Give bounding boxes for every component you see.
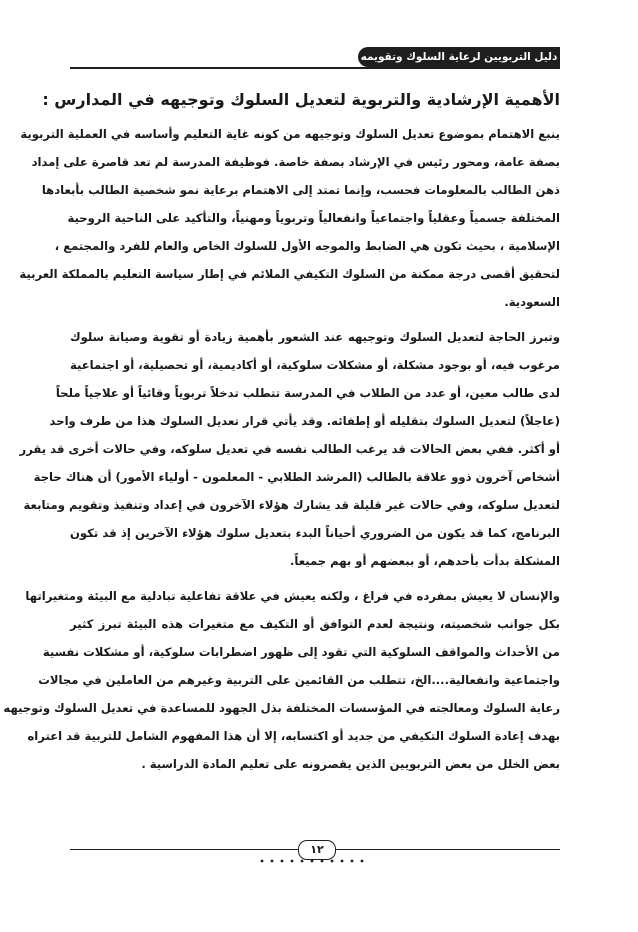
dots-decoration xyxy=(256,854,366,868)
text-line: الإسلامية ، بحيث تكون هي الضابط والموجه الأول للسلوك الخاص والعام للفرد والمجتمع ، xyxy=(54,239,560,253)
text-line: من الأحداث والمواقف السلوكية التي تقود إلى ظهور اضطرابات سلوكية، أو مشكلات نفسية xyxy=(42,645,560,659)
paragraph-2 xyxy=(19,323,560,575)
text-line: ذهن الطالب بالمعلومات فحسب، وإنما تمتد إلى الاهتمام برعاية نمو شخصية الطالب بأبعادها xyxy=(41,183,560,197)
header-title: دليل التربويين لرعاية السلوك وتقويمه xyxy=(360,51,558,63)
text-line: السعودية. xyxy=(504,295,560,309)
text-line: ينبع الاهتمام بموضوع تعديل السلوك وتوجيهه من كونه غاية التعليم وأساسه في العملية التربوية xyxy=(20,127,560,141)
text-line: بعض الخلل من بعض التربويين الذين يقصرونه على تعليم المادة الدراسية . xyxy=(141,757,560,771)
text-line: بكل جوانب شخصيته، ونتيجة لعدم التوافق أو التكيف مع متغيرات هذه البيئة تبرز كثير xyxy=(70,617,560,631)
text-line: واجتماعية وانفعالية....الخ، تتطلب من القائمين على التربية وغيرهم من العاملين في مجالات xyxy=(38,673,560,687)
text-line: لدى طالب معين، أو عدد من الطلاب في المدرسة تتطلب تدخلاً تربوياً وقائياً أو علاجياً ملحاً xyxy=(55,386,560,400)
body-text xyxy=(3,120,560,785)
text-line: المشكلة بدأت بأحدهم، أو ببعضهم أو بهم جميعاً. xyxy=(289,554,560,568)
text-line: أشخاص آخرون ذوو علاقة بالطالب (المرشد الطلابي - المعلمون - أولياء الأمور) أن هناك حاجة xyxy=(33,470,560,484)
text-line: رعاية السلوك ومعالجته في المؤسسات المختلفة بذل الجهود للمساعدة في تعديل السلوك وتوجيهه xyxy=(3,701,560,715)
header-banner xyxy=(358,47,560,67)
text-line: مرغوب فيه، أو بوجود مشكلة، أو مشكلات سلوكية، أو أكاديمية، أو تحصيلية، أو اجتماعية xyxy=(70,358,560,372)
text-line: والإنسان لا يعيش بمفرده في فراغ ، ولكنه يعيش في علاقة تفاعلية تبادلية مع البيئة ومتغيراتها xyxy=(25,589,560,603)
text-line: المختلفة جسمياً وعقلياً واجتماعياً وانفعالياً وتربوياً ومهنياً، والتأكيد على الناحية الروحية xyxy=(67,211,560,225)
text-line: بصفة عامة، ومحور رئيس في الإرشاد بصفة خاصة. فوظيفة المدرسة لم تعد قاصرة على إمداد xyxy=(31,155,560,169)
paragraph-1 xyxy=(19,120,560,316)
text-line: وتبرز الحاجة لتعديل السلوك وتوجيهه عند الشعور بأهمية زيادة أو تقوية وصيانة سلوك xyxy=(70,330,560,344)
text-line: لتعديل سلوكه، وفي حالات غير قليلة قد يشارك هؤلاء الآخرون في إعداد وتنفيذ وتقويم ومتابعة xyxy=(23,498,560,512)
text-line: لتحقيق أقصى درجة ممكنة من السلوك التكيفي الملائم في إطار سياسة التعليم بالمملكة العربية xyxy=(19,267,560,281)
text-line: (عاجلاً) لتعديل السلوك بتقليله أو إطفائه. وقد يأتي قرار تعديل السلوك هذا من طرف واحد xyxy=(49,414,560,428)
header-rule xyxy=(70,67,560,69)
text-line: أو أكثر. ففي بعض الحالات قد يرغب الطالب نفسه في تعديل سلوكه، وفي حالات أخرى قد يقرر xyxy=(19,442,560,456)
text-line: بهدف إعادة السلوك التكيفي من جديد أو اكتسابه، إلا أن هذا المفهوم الشامل للتربية قد اعتراه xyxy=(27,729,560,743)
page-footer xyxy=(70,840,560,880)
text-line: البرنامج، كما قد يكون من الضروري أحياناً البدء بتعديل سلوك هؤلاء الآخرين إذ قد تكون xyxy=(70,526,560,540)
page-number: ١٢ xyxy=(298,840,336,860)
paragraph-3 xyxy=(3,582,560,778)
page-title: الأهمية الإرشادية والتربوية لتعديل السلوك وتوجيهه في المدارس : xyxy=(42,90,560,109)
